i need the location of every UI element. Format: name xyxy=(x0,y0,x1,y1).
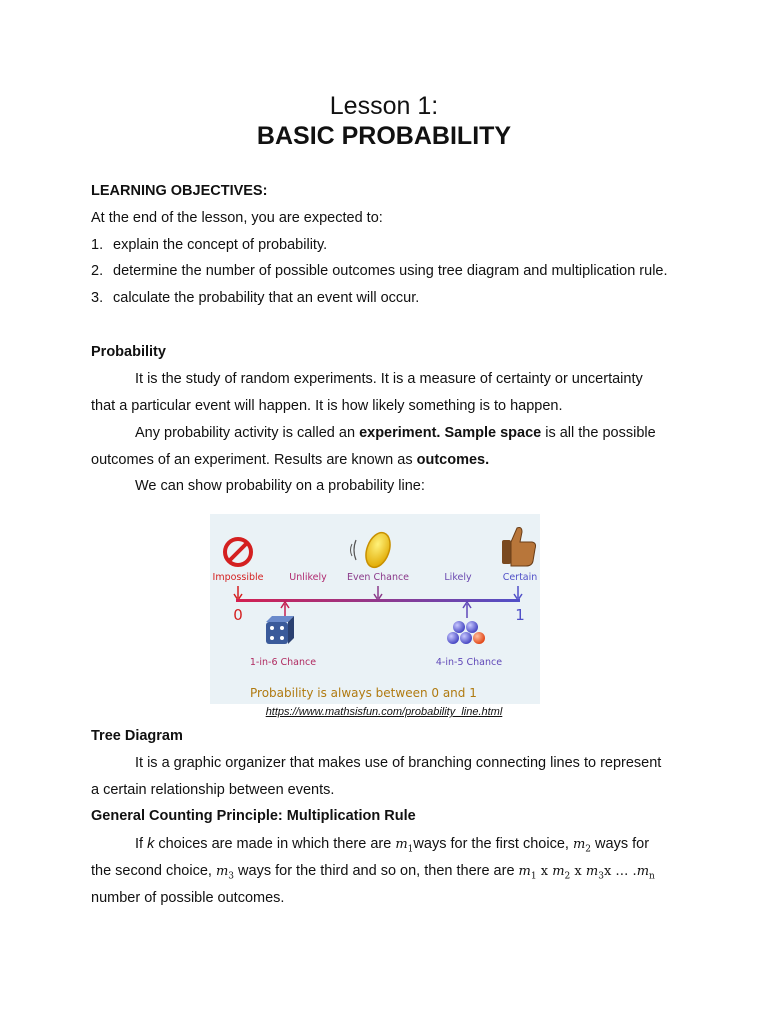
tree-line1: It is a graphic organizer that makes use of branching connecting lines to represent xyxy=(135,755,662,771)
probability-line xyxy=(236,599,520,602)
label-zero: 0 xyxy=(233,606,243,624)
objective-item-1: 1. explain the concept of probability. xyxy=(91,237,328,253)
multiplication-formula: $m_1$ x $m_2$ x $m_3x$ … $.m_n$ xyxy=(518,864,655,882)
probability-para2-line2: outcomes of an experiment. Results are known as outcomes. xyxy=(91,452,490,468)
tree-heading: Tree Diagram xyxy=(91,728,183,744)
label-impossible: Impossible xyxy=(212,572,264,583)
up-arrows xyxy=(281,602,471,618)
label-even-chance: Even Chance xyxy=(346,572,410,583)
die-icon xyxy=(266,616,294,644)
label-likely: Likely xyxy=(444,572,472,583)
probability-para1-line1: It is the study of random experiments. It is a measure of certainty or uncertainty xyxy=(135,371,643,387)
tree-line2: a certain relationship between events. xyxy=(91,782,335,798)
counting-heading: General Counting Principle: Multiplication Rule xyxy=(91,808,416,824)
objectives-intro: At the end of the lesson, you are expected to: xyxy=(91,210,383,226)
label-unlikely: Unlikely xyxy=(289,572,327,583)
probability-line-svg xyxy=(210,514,540,704)
coin-icon xyxy=(351,529,395,570)
figure-caption: https://www.mathsisfun.com/probability_line.html xyxy=(265,706,503,718)
label-one: 1 xyxy=(515,606,525,624)
label-one-in-six: 1-in-6 Chance xyxy=(249,657,317,668)
label-four-in-five: 4-in-5 Chance xyxy=(435,657,503,668)
down-arrows xyxy=(234,586,522,600)
objective-item-3: 3. calculate the probability that an event will occur. xyxy=(91,290,420,306)
lesson-number: Lesson 1: xyxy=(329,92,439,120)
objective-item-2: 2. determine the number of possible outcomes using tree diagram and multiplication rule. xyxy=(91,263,668,279)
counting-line1: If k choices are made in which there are $m_1ways$ for the first choice, $m_2$ ways for xyxy=(135,836,650,855)
label-certain: Certain xyxy=(502,572,538,583)
lesson-title: BASIC PROBABILITY xyxy=(256,122,512,150)
probability-para2-line1: Any probability activity is called an experiment. Sample space is all the possible xyxy=(135,425,656,441)
probability-para1-line2: that a particular event will happen. It is how likely something is to happen. xyxy=(91,398,563,414)
balls-icon xyxy=(447,621,485,644)
counting-line2: the second choice, $m_3$ ways for the third and so on, then there are $m_1$ x $m_2$ x $m_3x$ … $.m_n$ xyxy=(91,863,655,882)
probability-heading: Probability xyxy=(91,344,166,360)
counting-line3: number of possible outcomes. xyxy=(91,890,285,906)
no-entry-icon xyxy=(225,539,251,565)
thumbs-up-icon xyxy=(502,528,536,567)
probability-para3: We can show probability on a probability line: xyxy=(135,478,425,494)
probability-line-figure xyxy=(210,514,540,704)
objectives-heading: LEARNING OBJECTIVES: xyxy=(91,183,268,199)
figure-footer: Probability is always between 0 and 1 xyxy=(250,686,477,700)
